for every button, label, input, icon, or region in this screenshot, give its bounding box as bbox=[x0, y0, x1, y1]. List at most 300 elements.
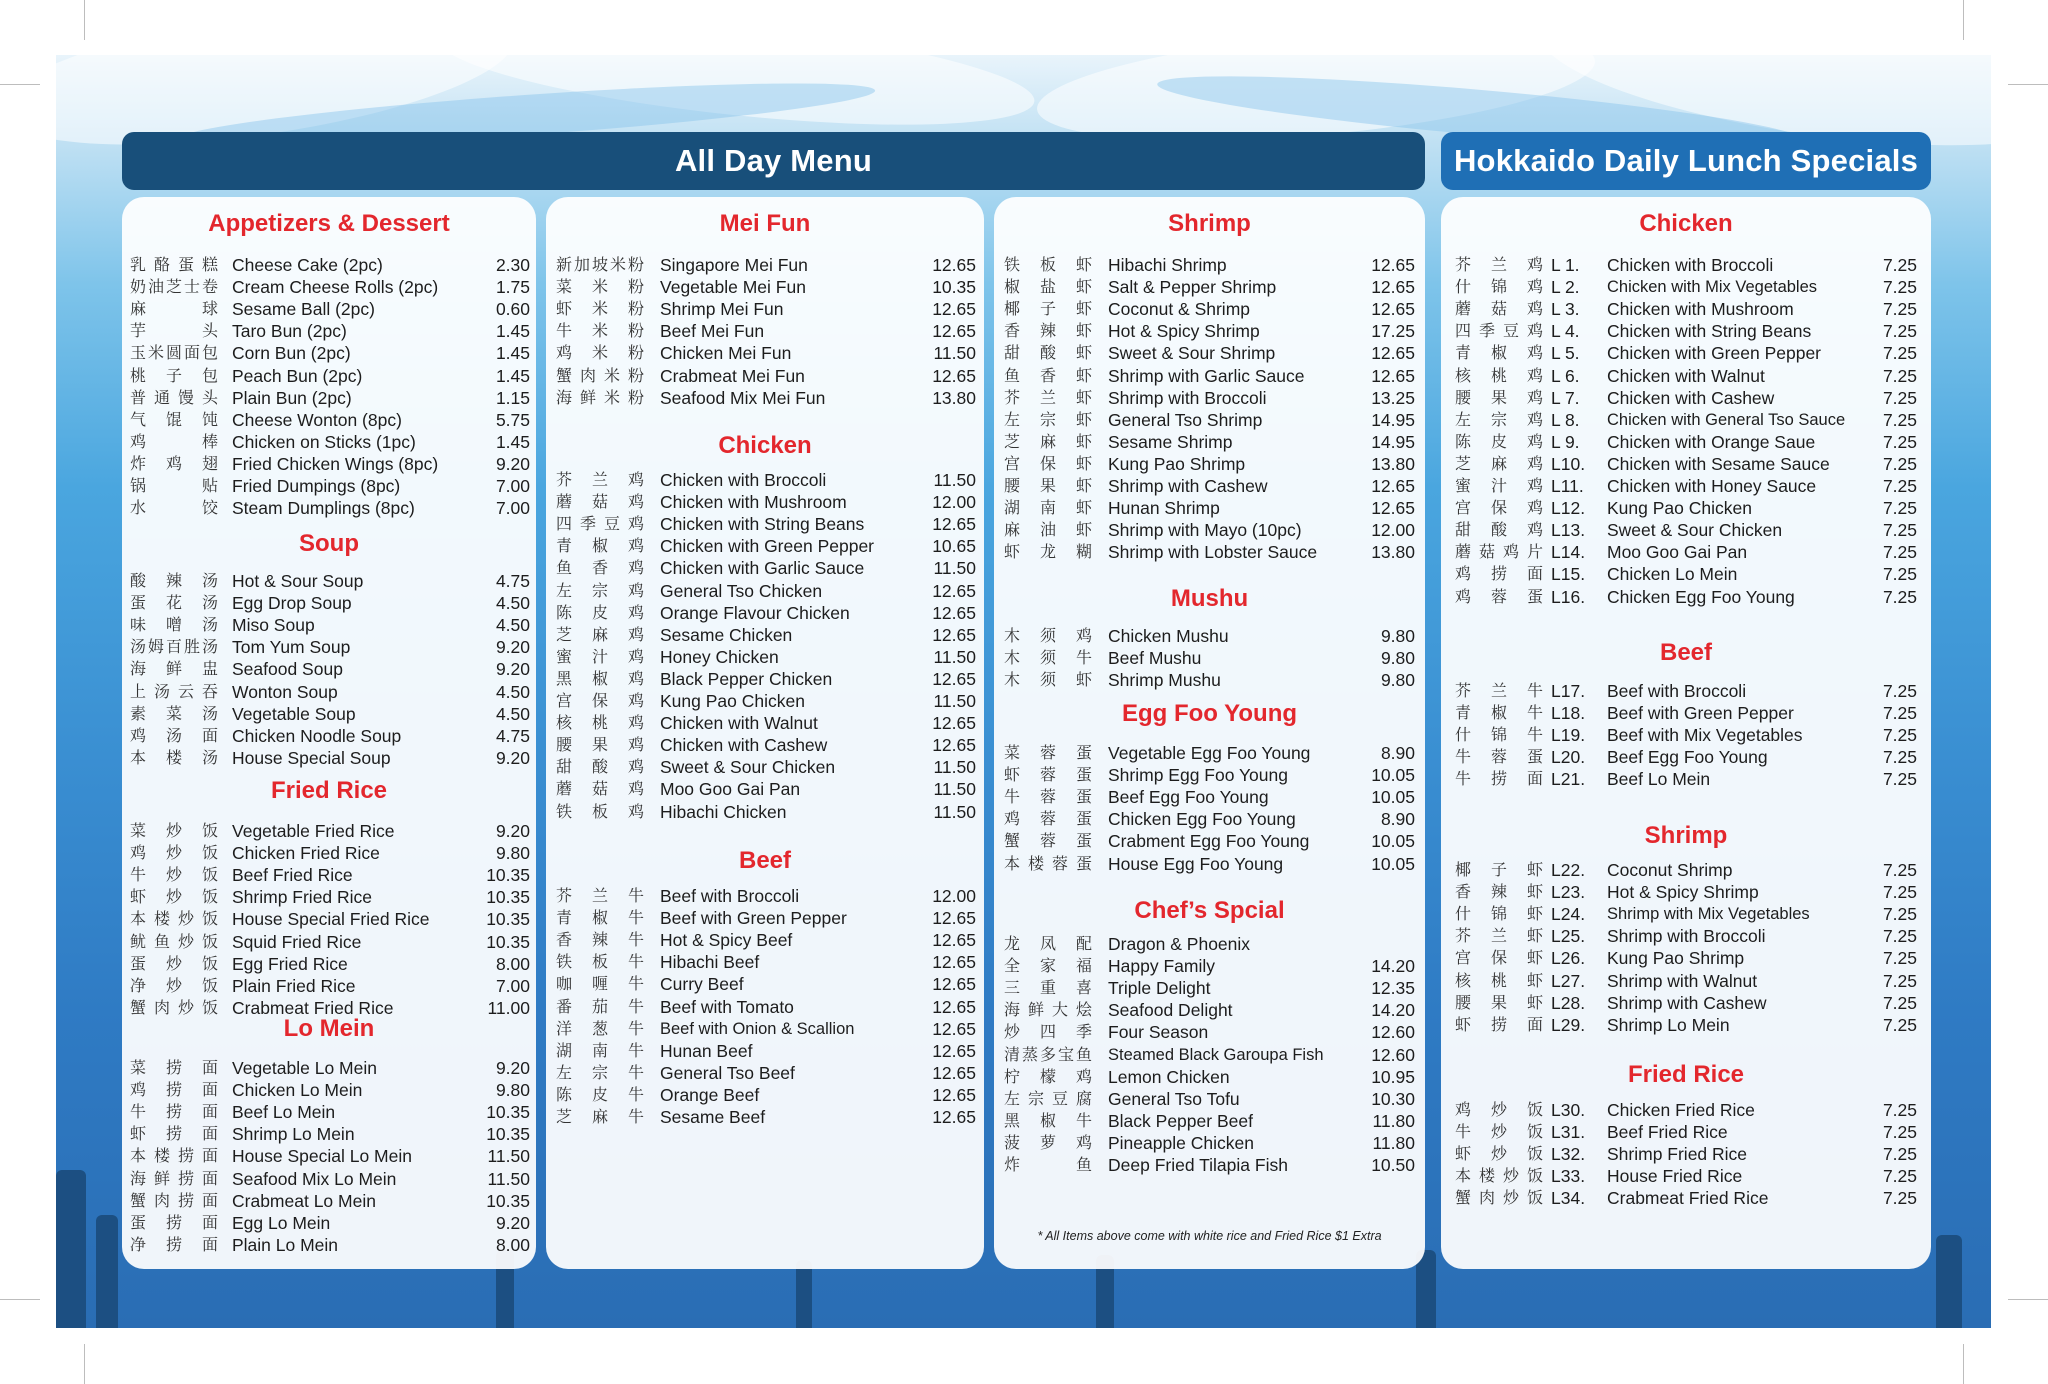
item-name: Chicken with Walnut bbox=[1607, 365, 1765, 386]
item-name: Coconut & Shrimp bbox=[1108, 299, 1251, 320]
item-price: 7.25 bbox=[1882, 520, 1917, 541]
item-price: 12.65 bbox=[1371, 255, 1415, 275]
item-price: 9.80 bbox=[1380, 648, 1415, 669]
menu-item bbox=[556, 365, 976, 387]
item-chinese-name: 鱿 鱼 炒 饭 bbox=[130, 931, 218, 951]
item-name: Chicken with General Tso Sauce bbox=[1607, 410, 1846, 429]
item-name: General Tso Chicken bbox=[660, 580, 823, 601]
item-chinese-name: 湖 南 虾 bbox=[1004, 498, 1092, 518]
item-name: Peach Bun (2pc) bbox=[232, 365, 363, 386]
menu-item bbox=[1455, 680, 1917, 702]
item-chinese-name: 甜 酸 鸡 bbox=[556, 757, 644, 777]
section-title-soup: Soup bbox=[299, 530, 359, 557]
menu-item bbox=[130, 820, 530, 842]
item-price: 13.80 bbox=[1371, 542, 1415, 563]
menu-item bbox=[130, 409, 530, 431]
item-chinese-name: 蟹 肉 炒 饭 bbox=[1455, 1188, 1543, 1208]
item-chinese-name: 菜 米 粉 bbox=[556, 277, 644, 297]
item-chinese-name: 陈 皮 牛 bbox=[556, 1084, 644, 1104]
item-chinese-name: 三 重 喜 bbox=[1004, 978, 1092, 998]
section-title-shrimp: Shrimp bbox=[1168, 210, 1251, 237]
item-name: Lemon Chicken bbox=[1108, 1066, 1230, 1087]
item-code: L18. bbox=[1551, 703, 1586, 724]
menu-item bbox=[130, 614, 530, 636]
menu-item bbox=[556, 1040, 976, 1062]
item-name: Crabmeat Lo Mein bbox=[232, 1190, 376, 1211]
menu-item bbox=[1004, 669, 1415, 691]
item-name: Hot & Spicy Shrimp bbox=[1108, 321, 1260, 342]
item-chinese-name: 核 桃 鸡 bbox=[556, 713, 644, 733]
menu-item bbox=[1455, 1014, 1917, 1036]
menu-item bbox=[1004, 830, 1415, 852]
menu-item bbox=[556, 951, 976, 973]
item-name: Fried Chicken Wings (8pc) bbox=[232, 453, 439, 474]
item-name: Fried Dumpings (8pc) bbox=[232, 476, 401, 496]
item-name: Shrimp Lo Mein bbox=[1607, 1014, 1730, 1035]
item-name: Sesame Beef bbox=[660, 1107, 766, 1127]
section-title-mushu: Mushu bbox=[1170, 585, 1249, 612]
item-price: 11.80 bbox=[1372, 1132, 1415, 1153]
item-price: 14.20 bbox=[1371, 1000, 1415, 1021]
item-name: Beef with Green Pepper bbox=[1607, 703, 1794, 724]
item-price: 12.65 bbox=[932, 1018, 976, 1039]
menu-item bbox=[130, 1079, 530, 1101]
item-chinese-name: 香 辣 牛 bbox=[556, 930, 644, 950]
item-code: L21. bbox=[1551, 769, 1586, 790]
item-chinese-name: 新 加 坡 米 粉 bbox=[556, 255, 644, 274]
menu-item bbox=[1004, 853, 1415, 875]
item-name: Chicken with Broccoli bbox=[1607, 255, 1774, 275]
menu-item bbox=[130, 747, 530, 769]
item-price: 4.50 bbox=[495, 593, 530, 614]
item-price: 7.00 bbox=[495, 476, 530, 496]
item-price: 1.45 bbox=[495, 343, 530, 364]
item-chinese-name: 鸡 汤 面 bbox=[130, 725, 218, 745]
item-chinese-name: 四 季 豆 鸡 bbox=[1455, 321, 1543, 341]
item-chinese-name: 腰 果 鸡 bbox=[1455, 387, 1543, 407]
menu-item bbox=[130, 1101, 530, 1123]
item-name: Steamed Black Garoupa Fish bbox=[1108, 1045, 1324, 1064]
item-code: L15. bbox=[1551, 564, 1586, 585]
menu-item bbox=[556, 778, 976, 800]
item-price: 1.15 bbox=[495, 387, 530, 408]
item-name: Chicken with Cashew bbox=[1607, 387, 1775, 408]
item-name: Beef with Broccoli bbox=[660, 886, 800, 906]
item-chinese-name: 鸡 米 粉 bbox=[556, 343, 644, 363]
item-price: 12.65 bbox=[932, 624, 976, 645]
item-chinese-name: 蟹 蓉 蛋 bbox=[1004, 831, 1092, 851]
item-chinese-name: 核 桃 鸡 bbox=[1455, 365, 1543, 385]
item-chinese-name: 湖 南 牛 bbox=[556, 1040, 644, 1060]
item-price: 10.05 bbox=[1371, 765, 1415, 786]
item-name: Black Pepper Chicken bbox=[660, 668, 833, 689]
menu-item bbox=[1455, 475, 1917, 497]
item-chinese-name: 汤 姆 百 胜 汤 bbox=[130, 637, 218, 657]
item-chinese-name: 甜 酸 虾 bbox=[1004, 343, 1092, 363]
menu-item bbox=[1004, 647, 1415, 669]
item-chinese-name: 芝 麻 虾 bbox=[1004, 431, 1092, 451]
item-name: Shrimp with Cashew bbox=[1108, 476, 1268, 496]
item-name: Happy Family bbox=[1108, 956, 1215, 977]
item-chinese-name: 芥 兰 虾 bbox=[1455, 926, 1543, 946]
item-name: Plain Fried Rice bbox=[232, 975, 356, 996]
menu-item bbox=[556, 469, 976, 491]
item-price: 8.90 bbox=[1380, 809, 1415, 830]
item-price: 7.25 bbox=[1882, 542, 1917, 563]
menu-item bbox=[1455, 409, 1917, 431]
menu-item bbox=[1455, 859, 1917, 881]
item-price: 7.25 bbox=[1882, 277, 1917, 298]
menu-item bbox=[556, 342, 976, 364]
menu-item bbox=[556, 298, 976, 320]
item-price: 7.25 bbox=[1882, 681, 1917, 701]
item-name: Tom Yum Soup bbox=[232, 637, 351, 658]
item-chinese-name: 水 饺 bbox=[130, 498, 218, 518]
item-price: 11.50 bbox=[933, 779, 976, 800]
item-code: L20. bbox=[1551, 747, 1586, 768]
item-chinese-name: 腰 果 虾 bbox=[1004, 476, 1092, 495]
menu-item bbox=[130, 298, 530, 320]
item-chinese-name: 什 锦 虾 bbox=[1455, 904, 1543, 924]
item-chinese-name: 酸 辣 汤 bbox=[130, 571, 218, 590]
menu-item bbox=[1455, 992, 1917, 1014]
item-chinese-name: 铁 板 鸡 bbox=[556, 801, 644, 821]
item-price: 13.80 bbox=[932, 387, 976, 408]
item-price: 10.35 bbox=[486, 909, 530, 930]
item-chinese-name: 全 家 福 bbox=[1004, 956, 1092, 976]
item-chinese-name: 鸡 蓉 蛋 bbox=[1455, 586, 1543, 606]
item-price: 12.65 bbox=[1371, 343, 1415, 364]
item-name: Sweet & Sour Chicken bbox=[660, 757, 836, 778]
item-chinese-name: 左 宗 虾 bbox=[1004, 409, 1092, 429]
item-name: Wonton Soup bbox=[232, 681, 338, 702]
item-chinese-name: 本 楼 炒 饭 bbox=[130, 909, 218, 929]
item-name: Chicken with String Beans bbox=[660, 514, 865, 535]
item-name: Chicken with Mushroom bbox=[1607, 299, 1794, 320]
menu-item bbox=[1455, 1165, 1917, 1187]
item-price: 7.25 bbox=[1882, 948, 1917, 969]
item-name: Sweet & Sour Shrimp bbox=[1108, 343, 1276, 364]
item-price: 12.65 bbox=[932, 365, 976, 386]
item-code: L14. bbox=[1551, 542, 1586, 563]
item-name: Hunan Shrimp bbox=[1108, 498, 1220, 519]
item-price: 12.65 bbox=[1371, 476, 1415, 496]
menu-item bbox=[556, 276, 976, 298]
item-price: 1.45 bbox=[495, 365, 530, 386]
item-price: 11.50 bbox=[487, 1168, 530, 1189]
item-chinese-name: 素 菜 汤 bbox=[130, 703, 218, 723]
item-price: 11.50 bbox=[933, 757, 976, 778]
menu-item bbox=[1004, 1044, 1415, 1066]
item-name: Beef Egg Foo Young bbox=[1108, 787, 1269, 808]
item-price: 9.20 bbox=[495, 1212, 530, 1233]
item-chinese-name: 椰 子 虾 bbox=[1004, 299, 1092, 319]
item-code: L28. bbox=[1551, 992, 1586, 1013]
menu-item bbox=[130, 1212, 530, 1234]
section-title-shrimp: Shrimp bbox=[1644, 822, 1728, 849]
item-name: Chicken with Orange Saue bbox=[1607, 431, 1816, 452]
item-code: L 1. bbox=[1551, 255, 1580, 275]
item-price: 4.50 bbox=[495, 681, 530, 702]
menu-item bbox=[1455, 1143, 1917, 1165]
item-chinese-name: 本 楼 捞 面 bbox=[130, 1146, 218, 1166]
menu-item bbox=[1004, 1132, 1415, 1154]
item-chinese-name: 芝 麻 鸡 bbox=[1455, 453, 1543, 473]
item-chinese-name: 鸡 棒 bbox=[130, 431, 218, 451]
item-chinese-name: 腰 果 鸡 bbox=[556, 735, 644, 755]
menu-item bbox=[1004, 764, 1415, 786]
item-name: Hibachi Shrimp bbox=[1108, 255, 1227, 275]
menu-item bbox=[1004, 387, 1415, 409]
item-chinese-name: 玉 米 圆 面 包 bbox=[130, 343, 218, 363]
item-name: Hot & Spicy Beef bbox=[660, 930, 793, 951]
item-price: 4.75 bbox=[495, 725, 530, 746]
item-price: 12.60 bbox=[1371, 1044, 1415, 1065]
item-name: Cream Cheese Rolls (2pc) bbox=[232, 277, 439, 298]
menu-item bbox=[1455, 1187, 1917, 1209]
item-name: Cheese Wonton (8pc) bbox=[232, 409, 402, 430]
item-price: 8.90 bbox=[1380, 743, 1415, 763]
menu-item bbox=[1004, 409, 1415, 431]
menu-item bbox=[1455, 925, 1917, 947]
item-chinese-name: 左 宗 牛 bbox=[556, 1062, 644, 1082]
section-title-fried-rice: Fried Rice bbox=[270, 777, 388, 804]
menu-item bbox=[556, 491, 976, 513]
item-price: 7.25 bbox=[1882, 586, 1917, 607]
menu-item bbox=[556, 756, 976, 778]
item-name: Moo Goo Gai Pan bbox=[1607, 542, 1748, 563]
item-chinese-name: 锅 贴 bbox=[130, 476, 218, 495]
item-code: L29. bbox=[1551, 1014, 1586, 1035]
menu-item bbox=[130, 1145, 530, 1167]
menu-item bbox=[1455, 746, 1917, 768]
item-price: 7.00 bbox=[495, 498, 530, 519]
menu-item bbox=[556, 1084, 976, 1106]
menu-item bbox=[130, 953, 530, 975]
item-chinese-name: 海 鲜 大 烩 bbox=[1004, 1000, 1092, 1020]
menu-item bbox=[556, 580, 976, 602]
item-price: 7.25 bbox=[1882, 1014, 1917, 1035]
item-price: 9.20 bbox=[495, 821, 530, 841]
item-name: House Egg Foo Young bbox=[1108, 853, 1284, 874]
menu-item bbox=[130, 636, 530, 658]
item-name: Beef Egg Foo Young bbox=[1607, 747, 1768, 768]
item-name: Shrimp with Cashew bbox=[1607, 992, 1767, 1013]
item-code: L 8. bbox=[1551, 409, 1580, 430]
item-code: L 4. bbox=[1551, 321, 1580, 342]
menu-item bbox=[130, 570, 530, 592]
item-name: Shrimp Fried Rice bbox=[1607, 1144, 1748, 1165]
item-name: Kung Pao Shrimp bbox=[1607, 948, 1745, 969]
crop-mark bbox=[84, 1344, 85, 1384]
item-code: L32. bbox=[1551, 1144, 1586, 1165]
item-price: 4.50 bbox=[495, 615, 530, 636]
item-name: Vegetable Fried Rice bbox=[232, 821, 395, 841]
item-price: 9.80 bbox=[1380, 670, 1415, 691]
menu-item bbox=[1004, 519, 1415, 541]
menu-item bbox=[130, 864, 530, 886]
item-price: 11.50 bbox=[933, 343, 976, 364]
item-name: Shrimp with Lobster Sauce bbox=[1108, 542, 1318, 563]
item-name: Beef with Green Pepper bbox=[660, 908, 847, 929]
item-chinese-name: 海 鲜 米 粉 bbox=[556, 387, 644, 407]
item-price: 12.65 bbox=[1371, 299, 1415, 320]
menu-column-1 bbox=[122, 197, 536, 1269]
item-name: Beef with Onion & Scallion bbox=[660, 1019, 855, 1038]
menu-item bbox=[130, 365, 530, 387]
item-name: House Special Lo Mein bbox=[232, 1146, 412, 1167]
item-price: 7.25 bbox=[1882, 970, 1917, 991]
item-chinese-name: 蟹 肉 捞 面 bbox=[130, 1190, 218, 1210]
item-name: Chicken Mushu bbox=[1108, 626, 1229, 646]
section-title-chef-s-spcial: Chef’s Spcial bbox=[1134, 897, 1285, 924]
menu-item bbox=[1004, 1110, 1415, 1132]
item-price: 1.75 bbox=[495, 277, 530, 298]
item-chinese-name: 木 须 牛 bbox=[1004, 648, 1092, 668]
item-chinese-name: 蜜 汁 鸡 bbox=[556, 646, 644, 666]
item-chinese-name: 核 桃 虾 bbox=[1455, 970, 1543, 990]
item-name: House Fried Rice bbox=[1607, 1166, 1743, 1187]
item-name: Squid Fried Rice bbox=[232, 931, 362, 952]
item-price: 7.25 bbox=[1882, 725, 1917, 746]
item-chinese-name: 奶 油 芝 士 卷 bbox=[130, 277, 218, 297]
item-price: 7.25 bbox=[1882, 703, 1917, 724]
item-chinese-name: 陈 皮 鸡 bbox=[1455, 431, 1543, 451]
item-price: 7.25 bbox=[1882, 860, 1917, 880]
menu-item bbox=[130, 681, 530, 703]
item-price: 9.20 bbox=[495, 637, 530, 658]
item-chinese-name: 黑 椒 牛 bbox=[1004, 1110, 1092, 1130]
item-name: Orange Beef bbox=[660, 1084, 760, 1105]
menu-item bbox=[556, 646, 976, 668]
menu-item bbox=[1004, 625, 1415, 647]
item-chinese-name: 四 季 豆 鸡 bbox=[556, 514, 644, 534]
menu-item bbox=[130, 1123, 530, 1145]
item-price: 7.25 bbox=[1882, 1100, 1917, 1120]
item-name: Orange Flavour Chicken bbox=[660, 602, 850, 623]
item-name: Crabment Egg Foo Young bbox=[1108, 831, 1310, 852]
item-price: 7.25 bbox=[1882, 365, 1917, 386]
menu-item bbox=[1455, 276, 1917, 298]
item-price: 12.00 bbox=[932, 886, 976, 906]
item-name: Beef with Mix Vegetables bbox=[1607, 725, 1803, 746]
menu-item bbox=[130, 975, 530, 997]
item-chinese-name: 腰 果 虾 bbox=[1455, 992, 1543, 1012]
item-price: 12.65 bbox=[932, 996, 976, 1017]
item-name: Chicken with Green Pepper bbox=[660, 536, 874, 557]
item-chinese-name: 铁 板 虾 bbox=[1004, 255, 1092, 274]
item-chinese-name: 味 噌 汤 bbox=[130, 615, 218, 635]
menu-item bbox=[130, 1057, 530, 1079]
item-price: 11.50 bbox=[933, 691, 976, 711]
item-price: 7.25 bbox=[1882, 431, 1917, 452]
item-code: L16. bbox=[1551, 586, 1586, 607]
item-code: L10. bbox=[1551, 453, 1586, 474]
item-name: Coconut Shrimp bbox=[1607, 860, 1733, 880]
item-price: 11.80 bbox=[1372, 1110, 1415, 1131]
menu-item bbox=[1004, 1154, 1415, 1176]
item-price: 7.25 bbox=[1882, 992, 1917, 1013]
item-price: 10.35 bbox=[486, 1124, 530, 1145]
item-price: 13.25 bbox=[1371, 387, 1415, 408]
item-name: Chicken Fried Rice bbox=[1607, 1100, 1755, 1120]
item-price: 4.75 bbox=[495, 571, 530, 591]
item-chinese-name: 鸡 蓉 蛋 bbox=[1004, 809, 1092, 829]
item-chinese-name: 蛋 捞 面 bbox=[130, 1212, 218, 1232]
item-chinese-name: 左 宗 鸡 bbox=[1455, 409, 1543, 429]
item-name: Hunan Beef bbox=[660, 1040, 753, 1061]
menu-item bbox=[130, 276, 530, 298]
menu-item bbox=[1455, 254, 1917, 276]
item-price: 12.65 bbox=[932, 908, 976, 929]
item-name: Kung Pao Chicken bbox=[1607, 498, 1752, 519]
menu-item bbox=[130, 725, 530, 747]
item-name: Salt & Pepper Shrimp bbox=[1108, 277, 1277, 298]
item-name: Shrimp with Mix Vegetables bbox=[1607, 905, 1810, 924]
item-code: L 3. bbox=[1551, 299, 1580, 320]
item-name: Egg Lo Mein bbox=[232, 1212, 331, 1233]
item-price: 14.95 bbox=[1371, 431, 1415, 452]
item-price: 7.25 bbox=[1882, 409, 1917, 430]
section-title-beef: Beef bbox=[738, 847, 792, 874]
item-name: Vegetable Mei Fun bbox=[660, 277, 806, 298]
item-chinese-name: 虾 捞 面 bbox=[130, 1124, 218, 1144]
item-name: Triple Delight bbox=[1108, 978, 1211, 999]
item-name: Beef Lo Mein bbox=[1607, 769, 1711, 790]
item-name: Deep Fried Tilapia Fish bbox=[1108, 1155, 1288, 1175]
item-chinese-name: 左 宗 豆 腐 bbox=[1004, 1088, 1092, 1108]
menu-item bbox=[130, 703, 530, 725]
item-name: Dragon & Phoenix bbox=[1108, 934, 1251, 954]
item-chinese-name: 香 辣 虾 bbox=[1455, 882, 1543, 902]
menu-item bbox=[1455, 453, 1917, 475]
item-name: Chicken Lo Mein bbox=[1607, 564, 1738, 585]
item-price: 11.50 bbox=[933, 470, 976, 490]
item-price: 12.65 bbox=[1371, 365, 1415, 386]
item-code: L23. bbox=[1551, 882, 1586, 903]
menu-item bbox=[130, 658, 530, 680]
menu-item bbox=[556, 907, 976, 929]
menu-item bbox=[1455, 519, 1917, 541]
menu-item bbox=[130, 453, 530, 475]
item-chinese-name: 清 蒸 多 宝 鱼 bbox=[1004, 1044, 1092, 1064]
item-name: Shrimp Mushu bbox=[1108, 670, 1221, 691]
menu-item bbox=[1004, 742, 1415, 764]
item-chinese-name: 虾 炒 饭 bbox=[1455, 1144, 1543, 1164]
item-name: Seafood Mix Mei Fun bbox=[660, 387, 826, 408]
item-price: 7.25 bbox=[1882, 299, 1917, 320]
item-chinese-name: 芋 头 bbox=[130, 321, 218, 341]
menu-item bbox=[1455, 342, 1917, 364]
item-chinese-name: 蜜 汁 鸡 bbox=[1455, 476, 1543, 495]
menu-item bbox=[130, 908, 530, 930]
menu-item bbox=[1004, 320, 1415, 342]
item-name: Chicken with Sesame Sauce bbox=[1607, 453, 1830, 474]
menu-item bbox=[1004, 276, 1415, 298]
item-name: Beef Fried Rice bbox=[232, 865, 353, 886]
menu-item bbox=[130, 1168, 530, 1190]
item-chinese-name: 菠 萝 鸡 bbox=[1004, 1132, 1092, 1152]
item-chinese-name: 牛 捞 面 bbox=[130, 1102, 218, 1122]
item-name: Crabmeat Fried Rice bbox=[1607, 1188, 1769, 1209]
item-chinese-name: 海 鲜 捞 面 bbox=[130, 1168, 218, 1188]
item-chinese-name: 宫 保 鸡 bbox=[556, 691, 644, 710]
menu-item bbox=[1455, 431, 1917, 453]
item-name: Chicken on Sticks (1pc) bbox=[232, 431, 416, 452]
item-chinese-name: 桃 子 包 bbox=[130, 365, 218, 385]
item-price: 12.65 bbox=[932, 321, 976, 342]
item-name: Chicken Fried Rice bbox=[232, 843, 380, 864]
